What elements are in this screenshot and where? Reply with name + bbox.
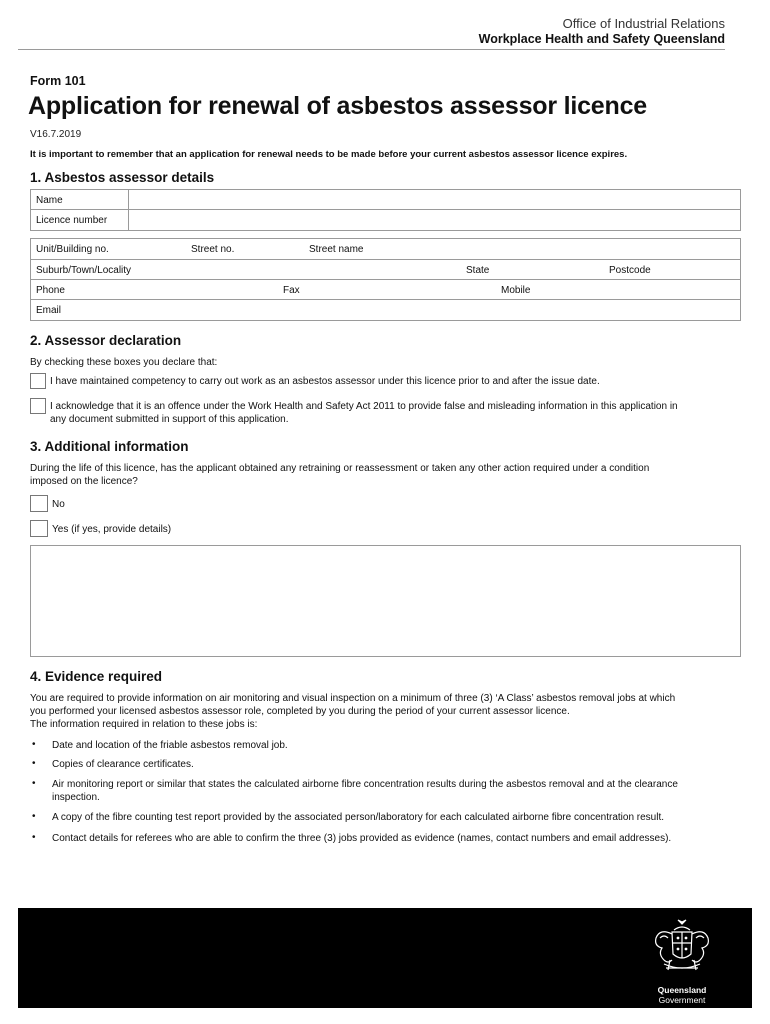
postcode-label: Postcode bbox=[609, 265, 651, 276]
identity-table bbox=[30, 189, 741, 231]
section-4-heading: 4. Evidence required bbox=[30, 669, 163, 684]
form-number: Form 101 bbox=[30, 74, 86, 88]
coat-of-arms-icon bbox=[650, 918, 714, 980]
evidence-item: Copies of clearance certificates. bbox=[52, 759, 194, 770]
declaration-competency-label: I have maintained competency to carry out work as an asbestos assessor under this licence prior to and after the issue date. bbox=[50, 376, 600, 387]
option-no-checkbox[interactable] bbox=[30, 495, 48, 512]
name-row[interactable] bbox=[31, 190, 740, 210]
phone-row[interactable] bbox=[31, 280, 740, 300]
logo-text-queensland: Queensland bbox=[657, 985, 707, 995]
queensland-government-logo bbox=[642, 918, 722, 1005]
mobile-label: Mobile bbox=[501, 285, 531, 296]
email-row[interactable] bbox=[31, 300, 740, 320]
street-no-label: Street no. bbox=[191, 244, 235, 255]
evidence-item: Air monitoring report or similar that states the calculated airborne fibre concentration results during the asbestos removal and at the clearance inspection. bbox=[52, 779, 678, 803]
evidence-item: Date and location of the friable asbestos removal job. bbox=[52, 740, 288, 751]
evidence-item: A copy of the fibre counting test report provided by the associated person/laboratory for each calculated airborne fibre concentration result. bbox=[52, 812, 665, 823]
declaration-offence-label-line2: any document submitted in support of this application. bbox=[50, 414, 289, 425]
name-label: Name bbox=[36, 195, 63, 206]
bullet-marker: • bbox=[32, 811, 36, 822]
evidence-intro-line3: The information required in relation to these jobs is: bbox=[30, 719, 258, 730]
option-no-label: No bbox=[52, 499, 65, 510]
details-textarea[interactable] bbox=[30, 545, 741, 657]
declaration-offence-checkbox[interactable] bbox=[30, 398, 46, 414]
bullet-marker: • bbox=[32, 758, 36, 769]
address-row-1[interactable] bbox=[31, 239, 740, 260]
option-yes-checkbox[interactable] bbox=[30, 520, 48, 537]
declaration-offence-label-line1: I acknowledge that it is an offence under the Work Health and Safety Act 2011 to provide false and misleading information in this application in bbox=[50, 401, 678, 412]
important-note: It is important to remember that an application for renewal needs to be made before your current asbestos assessor licence expires. bbox=[30, 149, 628, 160]
footer-bar bbox=[18, 908, 752, 1008]
additional-question-line2: imposed on the licence? bbox=[30, 476, 138, 487]
phone-label: Phone bbox=[36, 285, 65, 296]
department-name: Office of Industrial Relations bbox=[562, 16, 725, 31]
evidence-item: Contact details for referees who are able to confirm the three (3) jobs provided as evidence (names, contact numbers and email addresses). bbox=[52, 833, 672, 844]
bullet-marker: • bbox=[32, 739, 36, 750]
declaration-intro: By checking these boxes you declare that: bbox=[30, 357, 218, 368]
suburb-label: Suburb/Town/Locality bbox=[36, 265, 132, 276]
street-name-label: Street name bbox=[309, 244, 364, 255]
additional-question-line1: During the life of this licence, has the applicant obtained any retraining or reassessment or taken any other action required under a condition bbox=[30, 463, 650, 474]
section-1-heading: 1. Asbestos assessor details bbox=[30, 170, 215, 185]
address-row-2[interactable] bbox=[31, 260, 740, 280]
unit-name: Workplace Health and Safety Queensland bbox=[478, 32, 725, 46]
fax-label: Fax bbox=[283, 285, 300, 296]
email-label: Email bbox=[36, 305, 62, 316]
section-2-heading: 2. Assessor declaration bbox=[30, 333, 182, 348]
contact-table bbox=[30, 238, 741, 321]
page-title: Application for renewal of asbestos assessor licence bbox=[28, 92, 647, 120]
bullet-marker: • bbox=[32, 832, 36, 843]
state-label: State bbox=[466, 265, 490, 276]
logo-text-government: Government bbox=[658, 995, 706, 1005]
bullet-marker: • bbox=[32, 778, 36, 789]
section-3-heading: 3. Additional information bbox=[30, 439, 189, 454]
unit-building-label: Unit/Building no. bbox=[36, 244, 109, 255]
licence-number-row[interactable] bbox=[31, 210, 740, 230]
header-divider bbox=[18, 49, 725, 50]
option-yes-label: Yes (if yes, provide details) bbox=[52, 524, 172, 535]
licence-number-label: Licence number bbox=[36, 215, 108, 226]
evidence-intro-line1: You are required to provide information on air monitoring and visual inspection on a minimum of three (3) ‘A Class’ asbestos removal jobs at which bbox=[30, 693, 676, 704]
evidence-intro-line2: you performed your licensed asbestos assessor role, completed by you during the period of your current assessor licence. bbox=[30, 706, 570, 717]
declaration-competency-checkbox[interactable] bbox=[30, 373, 46, 389]
form-version: V16.7.2019 bbox=[30, 129, 82, 140]
